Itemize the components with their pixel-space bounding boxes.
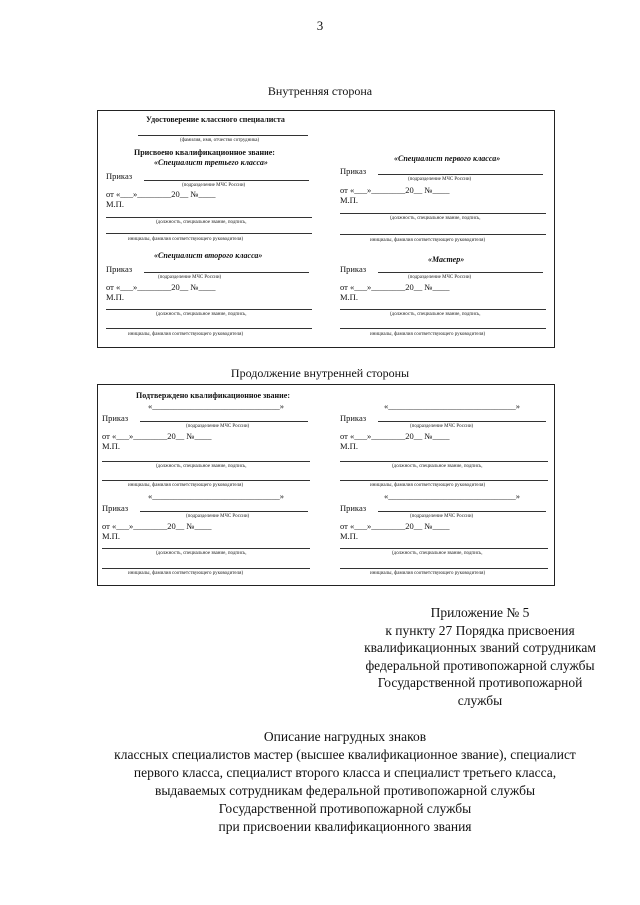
- inner-side-continuation-title: Продолжение внутренней стороны: [230, 366, 410, 380]
- page-number: 3: [316, 18, 324, 33]
- unit-caption: (подразделение МЧС России): [410, 514, 474, 519]
- description-line: Описание нагрудных знаков: [263, 729, 427, 744]
- position-line: [106, 309, 312, 310]
- head-line: [340, 234, 546, 235]
- unit-caption: (подразделение МЧС России): [408, 177, 472, 182]
- description-line: выдаваемых сотрудникам федеральной противопожарной службы: [154, 783, 536, 798]
- order-label: Приказ: [340, 413, 367, 423]
- date-line: от «___»________20__ №____: [340, 521, 450, 531]
- position-caption: (должность, специальное звание, подпись,: [392, 551, 483, 556]
- position-line: [340, 461, 548, 462]
- certificate-inner-form: [97, 110, 555, 348]
- head-line: [106, 233, 312, 234]
- position-line: [102, 461, 310, 462]
- position-caption: (должность, специальное звание, подпись,: [392, 464, 483, 469]
- unit-caption: (подразделение МЧС России): [182, 183, 246, 188]
- head-caption: инициалы, фамилия соответствующего руководителя): [128, 571, 244, 576]
- order-label: Приказ: [340, 264, 367, 274]
- unit-caption: (подразделение МЧС России): [186, 514, 250, 519]
- appendix-line: федеральной противопожарной службы: [365, 657, 595, 673]
- head-caption: инициалы, фамилия соответствующего руководителя): [128, 483, 244, 488]
- date-line: от «___»________20__ №____: [102, 521, 212, 531]
- description-line: первого класса, специалист второго класса и специалист третьего класса,: [133, 765, 557, 780]
- head-caption: инициалы, фамилия соответствующего руководителя): [128, 332, 244, 337]
- rank-blank: «______________________________»: [148, 401, 284, 411]
- rank-blank: «______________________________»: [384, 401, 520, 411]
- unit-caption: (подразделение МЧС России): [186, 424, 250, 429]
- position-line: [340, 548, 548, 549]
- order-label: Приказ: [340, 166, 367, 176]
- position-caption: (должность, специальное звание, подпись,: [390, 216, 481, 221]
- order-line: [378, 272, 543, 273]
- stamp-place: М.П.: [106, 292, 124, 302]
- date-line: от «___»________20__ №____: [340, 282, 450, 292]
- head-caption: инициалы, фамилия соответствующего руководителя): [370, 238, 486, 243]
- order-label: Приказ: [102, 503, 129, 513]
- head-caption: инициалы, фамилия соответствующего руководителя): [370, 483, 486, 488]
- appendix-block: [330, 604, 630, 709]
- head-line: [102, 480, 310, 481]
- description-block: [60, 728, 630, 836]
- date-line: от «___»________20__ №____: [102, 431, 212, 441]
- position-line: [106, 217, 312, 218]
- date-line: от «___»________20__ №____: [106, 189, 216, 199]
- appendix-line: квалификационных званий сотрудникам: [364, 640, 596, 655]
- head-caption: инициалы, фамилия соответствующего руководителя): [128, 237, 244, 242]
- stamp-place: М.П.: [340, 441, 358, 451]
- order-line: [378, 511, 546, 512]
- head-line: [106, 328, 312, 329]
- unit-caption: (подразделение МЧС России): [408, 275, 472, 280]
- head-line: [340, 568, 548, 569]
- description-line: классных специалистов мастер (высшее квалификационное звание), специалист: [114, 747, 576, 762]
- position-line: [340, 213, 546, 214]
- head-line: [102, 568, 310, 569]
- rank-title: «Специалист второго класса»: [154, 251, 263, 260]
- position-line: [340, 309, 546, 310]
- rank-title: «Мастер»: [428, 255, 465, 264]
- position-caption: (должность, специальное звание, подпись,: [390, 312, 481, 317]
- head-caption: инициалы, фамилия соответствующего руководителя): [370, 571, 486, 576]
- confirmation-form: [97, 384, 555, 586]
- order-label: Приказ: [106, 264, 133, 274]
- appendix-line: Приложение № 5: [430, 605, 530, 620]
- description-line: при присвоении квалификационного звания: [218, 819, 472, 834]
- date-line: от «___»________20__ №____: [340, 185, 450, 195]
- order-label: Приказ: [340, 503, 367, 513]
- stamp-place: М.П.: [102, 531, 120, 541]
- head-caption: инициалы, фамилия соответствующего руководителя): [370, 332, 486, 337]
- appendix-line: Государственной противопожарной: [377, 675, 583, 690]
- rank-title: «Специалист первого класса»: [394, 154, 501, 163]
- stamp-place: М.П.: [340, 292, 358, 302]
- position-caption: (должность, специальное звание, подпись,: [156, 220, 247, 225]
- order-line: [144, 180, 309, 181]
- certificate-heading: Удостоверение классного специалиста: [146, 115, 285, 124]
- appendix-line: к пункту 27 Порядка присвоения: [385, 622, 575, 638]
- position-caption: (должность, специальное звание, подпись,: [156, 464, 247, 469]
- position-caption: (должность, специальное звание, подпись,: [156, 312, 247, 317]
- name-line: [138, 135, 308, 136]
- order-line: [140, 511, 308, 512]
- order-line: [144, 272, 309, 273]
- order-line: [378, 174, 543, 175]
- position-line: [102, 548, 310, 549]
- stamp-place: М.П.: [340, 195, 358, 205]
- confirmed-heading: Подтверждено квалификационное звание:: [136, 391, 290, 400]
- description-line: Государственной противопожарной службы: [218, 801, 472, 816]
- rank-blank: «______________________________»: [148, 491, 284, 501]
- inner-side-title: Внутренняя сторона: [267, 84, 373, 98]
- assigned-title: Присвоено квалификационное звание:: [134, 148, 275, 157]
- date-line: от «___»________20__ №____: [340, 431, 450, 441]
- date-line: от «___»________20__ №____: [106, 282, 216, 292]
- head-line: [340, 328, 546, 329]
- appendix-line: службы: [457, 692, 503, 708]
- name-caption: (фамилия, имя, отчество сотрудника): [180, 138, 260, 143]
- rank-blank: «______________________________»: [384, 491, 520, 501]
- stamp-place: М.П.: [106, 199, 124, 209]
- head-line: [340, 480, 548, 481]
- rank-title: «Специалист третьего класса»: [154, 158, 268, 167]
- unit-caption: (подразделение МЧС России): [410, 424, 474, 429]
- unit-caption: (подразделение МЧС России): [158, 275, 222, 280]
- order-line: [140, 421, 308, 422]
- stamp-place: М.П.: [102, 441, 120, 451]
- order-label: Приказ: [106, 171, 133, 181]
- order-line: [378, 421, 546, 422]
- position-caption: (должность, специальное звание, подпись,: [156, 551, 247, 556]
- stamp-place: М.П.: [340, 531, 358, 541]
- order-label: Приказ: [102, 413, 129, 423]
